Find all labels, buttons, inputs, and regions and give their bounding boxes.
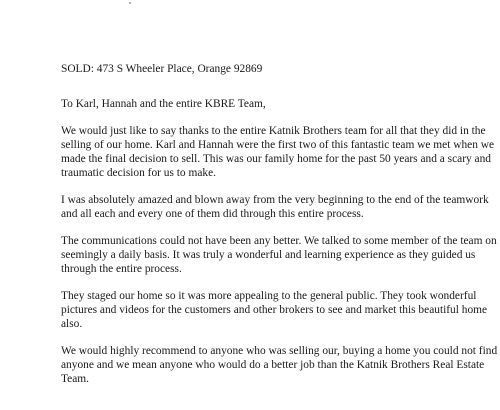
paragraph-line: made the final decision to sell. This was our family home for the past 50 years and a scary and <box>61 153 491 165</box>
paragraph-line: We would just like to say thanks to the entire Katnik Brothers team for all that they did in the <box>61 125 486 137</box>
paragraph-line: anyone and we mean anyone who would do a better job than the Katnik Brothers Real Estate <box>61 359 485 371</box>
paragraph-line: Team. <box>61 373 89 385</box>
paragraph-line: pictures and videos for the customers and other brokers to see and market this beautiful home <box>61 304 488 316</box>
paragraph-line: through the entire process. <box>61 263 182 275</box>
scan-speck <box>129 2 131 4</box>
paragraph-line: also. <box>61 318 83 330</box>
paragraph-line: We would highly recommend to anyone who was selling our, buying a home you could not find <box>61 345 498 357</box>
paragraph-line: They staged our home so it was more appealing to the general public. They took wonderful <box>61 290 477 302</box>
paragraph-line: The communications could not have been any better. We talked to some member of the team on <box>61 235 497 247</box>
letter-salutation: To Karl, Hannah and the entire KBRE Team, <box>61 98 266 110</box>
paragraph-line: traumatic decision for us to make. <box>61 167 216 179</box>
paragraph-line: selling of our home. Karl and Hannah were the first two of this fantastic team we met when we <box>61 139 495 151</box>
paragraph-line: and all each and every one of them did through this entire process. <box>61 208 364 220</box>
paragraph-line: I was absolutely amazed and blown away from the very beginning to the end of the teamwork <box>61 194 489 206</box>
letter-heading: SOLD: 473 S Wheeler Place, Orange 92869 <box>61 63 263 75</box>
paragraph-line: seemingly a daily basis. It was truly a wonderful and learning experience as they guided us <box>61 249 476 261</box>
